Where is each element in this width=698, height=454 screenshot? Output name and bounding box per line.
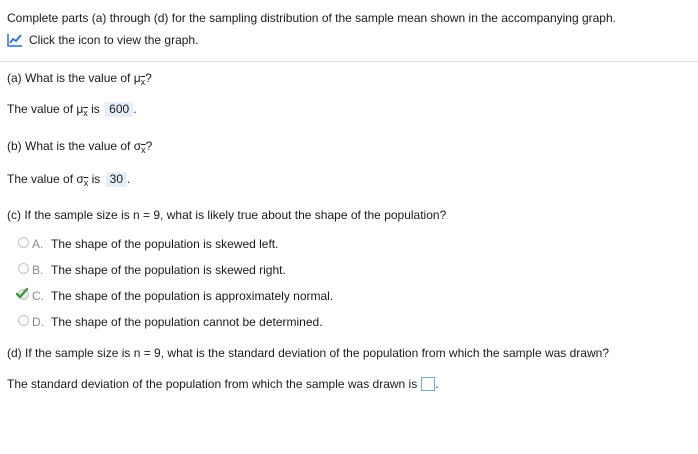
- option-b-letter: B.: [32, 263, 44, 277]
- graph-link-label[interactable]: Click the icon to view the graph.: [29, 33, 199, 47]
- part-b-answer-value: 30: [106, 172, 127, 187]
- option-a-letter: A.: [32, 237, 44, 251]
- option-a-text: The shape of the population is skewed left.: [51, 237, 279, 251]
- part-a-question: (a) What is the value of $\mu_{\overline{x}}$?: [7, 71, 152, 87]
- radio-option-b[interactable]: [18, 263, 29, 274]
- option-d-letter: D.: [32, 315, 44, 329]
- part-a-answer-value: 600: [105, 102, 133, 117]
- part-d-answer-input[interactable]: [421, 377, 435, 391]
- option-d-text: The shape of the population cannot be determined.: [51, 315, 323, 329]
- part-a-answer: The value of $\mu_{\overline{x}}$ is 600 .: [7, 102, 137, 118]
- radio-option-d[interactable]: [18, 315, 29, 326]
- part-b-answer: The value of $\sigma_{\overline{x}}$ is 30 .: [7, 172, 131, 188]
- line-chart-icon[interactable]: [7, 33, 23, 47]
- instructions-text: Complete parts (a) through (d) for the sampling distribution of the sample mean shown in the accompanying graph.: [7, 11, 616, 25]
- part-d-answer: The standard deviation of the population from which the sample was drawn is .: [7, 377, 439, 391]
- checkmark-icon: [15, 287, 29, 303]
- option-c-text: The shape of the population is approximately normal.: [51, 289, 334, 303]
- part-b-question: (b) What is the value of $\sigma_{\overline{x}}$?: [7, 139, 153, 155]
- divider: [0, 61, 698, 62]
- radio-option-a[interactable]: [18, 237, 29, 248]
- part-d-question: (d) If the sample size is n = 9, what is the standard deviation of the population from which the sample was drawn?: [7, 346, 609, 360]
- graph-link[interactable]: [7, 33, 198, 47]
- part-c-question: (c) If the sample size is n = 9, what is likely true about the shape of the population?: [7, 208, 447, 222]
- option-b-text: The shape of the population is skewed right.: [51, 263, 286, 277]
- option-c-letter: C.: [32, 289, 44, 303]
